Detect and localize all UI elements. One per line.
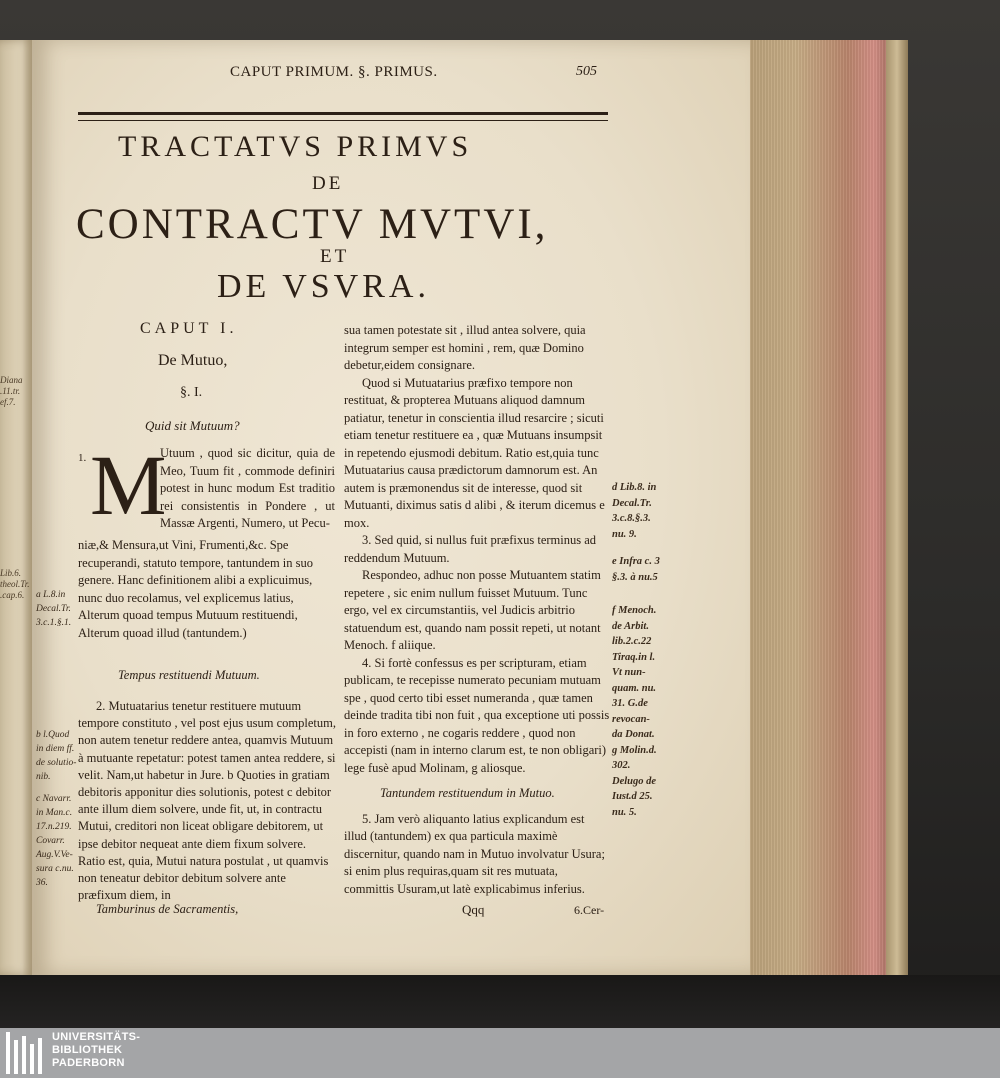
title-line-1: TRACTATVS PRIMVS [118,130,473,163]
right-paragraph: 5. Jam verò aliquanto latius explicandum est illud (tantundem) ex qua particula maximè discernitur, quando nam in Mutuo involvatur Usura; si enim plus requiras,quam sit res mutuata, committis Usuram,ut latè explicabimus inferius. [344,811,605,896]
margin-note: c Navarr. in Man.c. 17.n.219. Covarr. Aug.V.Ve- sura c.nu. 36. [36,794,74,888]
signature-mark: Qqq [462,902,485,917]
question-heading: Quid sit Mutuum? [145,418,240,433]
chapter-heading: CAPUT I. [140,320,238,337]
paragraph-1-wrap: Utuum , quod sic dicitur, quia de Meo, Tuum fit , commode definiri potest in hunc modum Est traditio rei consistentis in Pondere , ut Massæ Argenti, Numero, ut Pecu- [160,446,335,530]
library-logo-text [52,1031,140,1070]
subheading-left: Tempus restituendi Mutuum. [118,668,260,682]
title-et: ET [320,246,350,267]
right-paragraph: sua tamen potestate sit , illud antea solvere, quia integrum semper est homini , rem, quæ Domino debetur,eidem consignare. [344,323,586,372]
catchword-right: 6.Cer- [574,903,605,917]
right-paragraph: Respondeo, adhuc non posse Mutuantem statim repetere , sic enim nullum fuisset Mutuum. Tunc ergo, vel ex circumstantiis, vel Judicis arbitrio statuendum est, quando nam possit repeti, ut notant Menoch. f aliique. [344,568,601,652]
right-paragraph: Quod si Mutuatarius præfixo tempore non restituat, & propterea Mutuans aliquod damnum patiatur, tenetur in conscientia illud resarcire ; sicuti etiam tenetur restituere ea , quæ Mutuans insumpsit in repetendo ejusmodi debitum. Ratio est,quia tunc Mutuatarius causa prædictorum damnorum est. An autem is præmonendus sit de interesse, quod sit Mutuanti, diximus satis d alibi , & iterum dicemus e mox. [344,375,605,530]
paragraph-1-body: niæ,& Mensura,ut Vini, Frumenti,&c. Spe recuperandi, statuto tempore, tantundem in suo genere. Hanc definitionem alibi a explicuimus, nunc duo recolamus, vel explicemus latius, Alterum quoad tempus Mutuum restituendi, Alterum quoad illud (tantundem.) [78,538,314,640]
margin-note: d Lib.8. in Decal.Tr. 3.c.8.§.3. nu. 9. [612,482,657,540]
library-logo-icon [6,1032,44,1074]
margin-note: b l.Quod in diem ff. de solutio- nib. [36,730,77,782]
head-rule [78,112,608,121]
previous-page-edge [0,40,34,975]
left-margin-notes [36,588,80,898]
chapter-title: De Mutuo, [158,352,228,369]
subheading-right: Tantundem restituendum in Mutuo. [380,786,555,800]
title-line-3: DE VSVRA. [217,268,430,305]
logo-line: BIBLIOTHEK [52,1044,123,1056]
right-paragraph: 3. Sed quid, si nullus fuit præfixus terminus ad reddendum Mutuum. [344,533,597,565]
title-de: DE [312,173,344,194]
book-cover-board [886,40,908,975]
right-margin-notes [612,480,694,832]
previous-page-note: Lib.6. theol.Tr. .cap.6. [0,568,30,600]
drop-capital: M [90,437,167,533]
logo-line: UNIVERSITÄTS- [52,1031,141,1043]
previous-page-note: Diana .11.tr. ef.7. [0,375,23,407]
margin-note: f Menoch. de Arbit. lib.2.c.22 Tiraq.in l. Vt nun- quam. nu. 31. G.de revocan- da Donat. g Molin.d. 302. Delugo de Iust.d 25. nu. 5. [612,605,657,818]
paragraph-number: 1. [78,452,87,464]
margin-note: e Infra c. 3 §.3. à nu.5 [612,556,660,583]
paragraph-2: 2. Mutuatarius tenetur restituere mutuum tempore constituto , vel post ejus usum completum, non autem tenetur reddere antea, quamvis Mutuum à mutuante repetatur: potest tamen antea reddere, si velit. Nam,ut habetur in Jure. b Quoties in gratiam debitoris apponitur dies solutionis, potest c debitor ante illum diem solvere, unde fit, ut, in contractu Mutui, creditori non liceat obligare debitorem, ut ipse debitor nequeat ante diem fixum solvere. Ratio est, quia, Mutui natura postulat , ut quamvis non teneatur debitor debitum solvere ante præfixum diem, in [78,699,336,903]
catchword-left: Tamburinus de Sacramentis, [96,902,239,916]
section-mark: §. I. [180,385,203,400]
book-fore-edge [744,40,895,975]
page-number: 505 [576,64,597,79]
running-head: CAPUT PRIMUM. §. PRIMUS. [230,64,438,80]
margin-note: a L.8.in Decal.Tr. 3.c.1.§.1. [36,590,72,628]
right-paragraph: 4. Si fortè confessus es per scripturam, etiam publicam, te recepisse numerato pecuniam mutuam spe , quod certo tibi esset numeranda , quæ tamen deinde tradita tibi non fuit , qua exceptione uti possis in foro externo , ne cogaris reddere , quod non accepisti (nam in interno clarum est, te non obligari) lege fusè apud Molinam, g aliosque. [344,655,610,775]
previous-page-notes [0,375,32,761]
bottom-shadow [0,975,1000,1028]
right-column [344,322,610,898]
logo-line: PADERBORN [52,1057,125,1069]
footer-bar [0,1028,1000,1078]
title-line-2: CONTRACTV MVTVI, [76,201,549,248]
